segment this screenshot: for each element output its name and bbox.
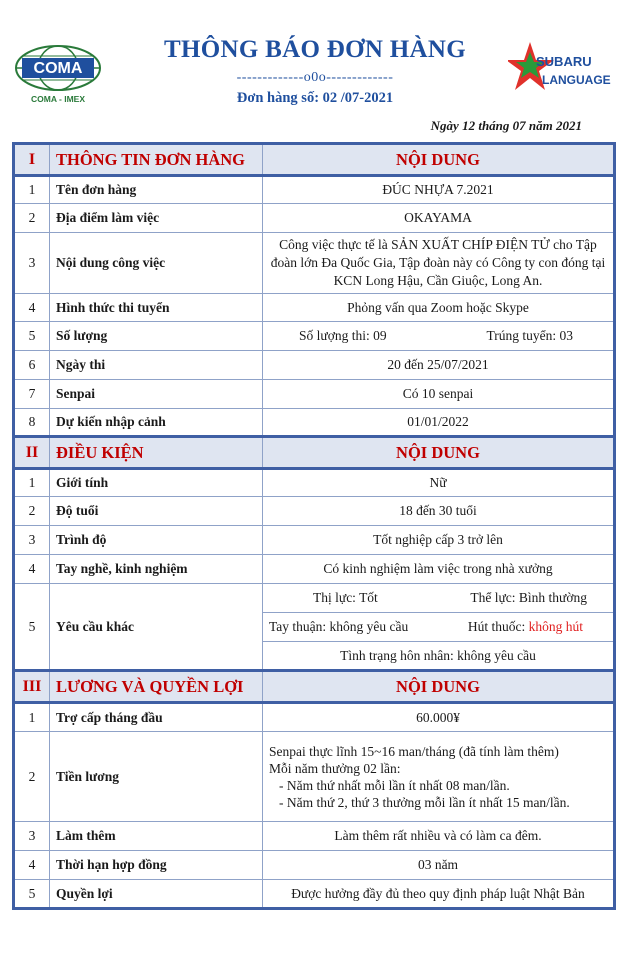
- row-label: Làm thêm: [50, 822, 263, 851]
- table-row: [14, 409, 615, 437]
- row-label: Ngày thi: [50, 351, 263, 380]
- physical-requirement: Thể lực: Bình thường: [470, 590, 587, 605]
- hand-requirement: Tay thuận: không yêu cầu: [269, 619, 409, 634]
- row-label: Thời hạn hợp đồng: [50, 851, 263, 880]
- smoking-value: không hút: [528, 619, 583, 634]
- row-value: 03 năm: [263, 851, 615, 880]
- table-row: [14, 822, 615, 851]
- section-header-conditions: [14, 437, 615, 469]
- section-number: II: [14, 437, 50, 469]
- row-value: Làm thêm rất nhiều và có làm ca đêm.: [263, 822, 615, 851]
- row-number: 8: [14, 409, 50, 437]
- row-value: Phỏng vấn qua Zoom hoặc Skype: [263, 294, 615, 322]
- section-header-info: [14, 144, 615, 176]
- row-number: 5: [14, 322, 50, 351]
- row-value: Có kinh nghiệm làm việc trong nhà xưởng: [263, 555, 615, 584]
- row-label: Quyền lợi: [50, 880, 263, 909]
- section-header-salary: [14, 671, 615, 703]
- salary-line: Senpai thực lĩnh 15~16 man/tháng (đã tính làm thêm): [269, 743, 559, 759]
- row-label: Dự kiến nhập cảnh: [50, 409, 263, 437]
- row-value: 60.000¥: [263, 703, 615, 732]
- subaru-language-logo: [508, 38, 620, 108]
- svg-text:COMA - IMEX: COMA - IMEX: [31, 94, 85, 104]
- row-value: [263, 732, 615, 822]
- row-label: Yêu cầu khác: [50, 584, 263, 671]
- table-row: [14, 584, 615, 613]
- row-number: 2: [14, 732, 50, 822]
- table-row: [14, 233, 615, 294]
- svg-text:SUBARU: SUBARU: [536, 54, 592, 69]
- smoking-requirement: [468, 619, 583, 635]
- row-number: 1: [14, 703, 50, 732]
- section-number: III: [14, 671, 50, 703]
- table-row: [14, 469, 615, 497]
- row-value: [263, 613, 615, 642]
- row-number: 4: [14, 851, 50, 880]
- order-table: [12, 142, 616, 910]
- row-number: 5: [14, 880, 50, 909]
- row-value: Được hưởng đầy đủ theo quy định pháp luật Nhật Bản: [263, 880, 615, 909]
- row-value: Có 10 senpai: [263, 380, 615, 409]
- row-value: [263, 584, 615, 613]
- section-title: ĐIỀU KIỆN: [50, 437, 263, 469]
- row-value: Công việc thực tế là SẢN XUẤT CHÍP ĐIỆN TỬ cho Tập đoàn lớn Đa Quốc Gia, Tập đoàn này có Công ty con đóng tại KCN Long Hậu, Cần Giuộc, Long An.: [263, 233, 615, 294]
- row-number: 7: [14, 380, 50, 409]
- table-row: [14, 351, 615, 380]
- row-label: Độ tuổi: [50, 497, 263, 526]
- section-title: LƯƠNG VÀ QUYỀN LỢI: [50, 671, 263, 703]
- table-row: [14, 380, 615, 409]
- row-number: 5: [14, 584, 50, 671]
- row-value: Nữ: [263, 469, 615, 497]
- row-number: 4: [14, 294, 50, 322]
- title-divider: -------------o0o-------------: [236, 70, 394, 85]
- row-label: Hình thức thi tuyển: [50, 294, 263, 322]
- svg-text:LANGUAGE: LANGUAGE: [542, 73, 611, 87]
- row-value: ĐÚC NHỰA 7.2021: [263, 176, 615, 204]
- section-content-heading: NỘI DUNG: [263, 671, 615, 703]
- row-value: 20 đến 25/07/2021: [263, 351, 615, 380]
- page-title: THÔNG BÁO ĐƠN HÀNG: [164, 36, 466, 63]
- table-row: [14, 322, 615, 351]
- row-number: 4: [14, 555, 50, 584]
- row-label: Tiền lương: [50, 732, 263, 822]
- table-row: [14, 880, 615, 909]
- row-number: 6: [14, 351, 50, 380]
- row-label: Địa điểm làm việc: [50, 204, 263, 233]
- svg-text:COMA: COMA: [33, 60, 83, 77]
- row-label: Tay nghề, kinh nghiệm: [50, 555, 263, 584]
- row-number: 3: [14, 822, 50, 851]
- order-number: Đơn hàng số: 02 /07-2021: [236, 90, 394, 106]
- document-date: Ngày 12 tháng 07 năm 2021: [430, 118, 582, 133]
- smoking-label: Hút thuốc:: [467, 619, 526, 634]
- row-label: Số lượng: [50, 322, 263, 351]
- table-row: [14, 497, 615, 526]
- document-header: [0, 0, 632, 140]
- row-label: Nội dung công việc: [50, 233, 263, 294]
- row-label: Senpai: [50, 380, 263, 409]
- row-number: 2: [14, 497, 50, 526]
- table-row: [14, 555, 615, 584]
- row-number: 1: [14, 176, 50, 204]
- section-content-heading: NỘI DUNG: [263, 144, 615, 176]
- row-number: 1: [14, 469, 50, 497]
- section-title: THÔNG TIN ĐƠN HÀNG: [50, 144, 263, 176]
- row-label: Trợ cấp tháng đầu: [50, 703, 263, 732]
- table-row: [14, 851, 615, 880]
- row-value: 18 đến 30 tuổi: [263, 497, 615, 526]
- row-label: Tên đơn hàng: [50, 176, 263, 204]
- row-label: Trình độ: [50, 526, 263, 555]
- row-label: Giới tính: [50, 469, 263, 497]
- row-value: OKAYAMA: [263, 204, 615, 233]
- row-value: [263, 322, 615, 351]
- row-number: 3: [14, 233, 50, 294]
- row-number: 3: [14, 526, 50, 555]
- section-content-heading: NỘI DUNG: [263, 437, 615, 469]
- table-row: [14, 526, 615, 555]
- marital-requirement: Tình trạng hôn nhân: không yêu cầu: [263, 642, 615, 671]
- row-number: 2: [14, 204, 50, 233]
- table-row: [14, 204, 615, 233]
- coma-logo: [12, 40, 104, 108]
- table-row: [14, 703, 615, 732]
- salary-line: Mỗi năm thưởng 02 lần:: [269, 760, 401, 776]
- table-row: [14, 294, 615, 322]
- table-row: [14, 176, 615, 204]
- section-number: I: [14, 144, 50, 176]
- salary-line: - Năm thứ 2, thứ 3 thưởng mỗi lần ít nhất 15 man/lần.: [279, 794, 570, 810]
- row-value: Tốt nghiệp cấp 3 trở lên: [263, 526, 615, 555]
- table-row: [14, 732, 615, 822]
- exam-quantity: Số lượng thi: 09: [299, 328, 387, 343]
- salary-line: - Năm thứ nhất mỗi lần ít nhất 08 man/lần.: [279, 777, 510, 793]
- accepted-quantity: Trúng tuyển: 03: [486, 328, 573, 343]
- row-value: 01/01/2022: [263, 409, 615, 437]
- vision-requirement: Thị lực: Tốt: [313, 590, 378, 605]
